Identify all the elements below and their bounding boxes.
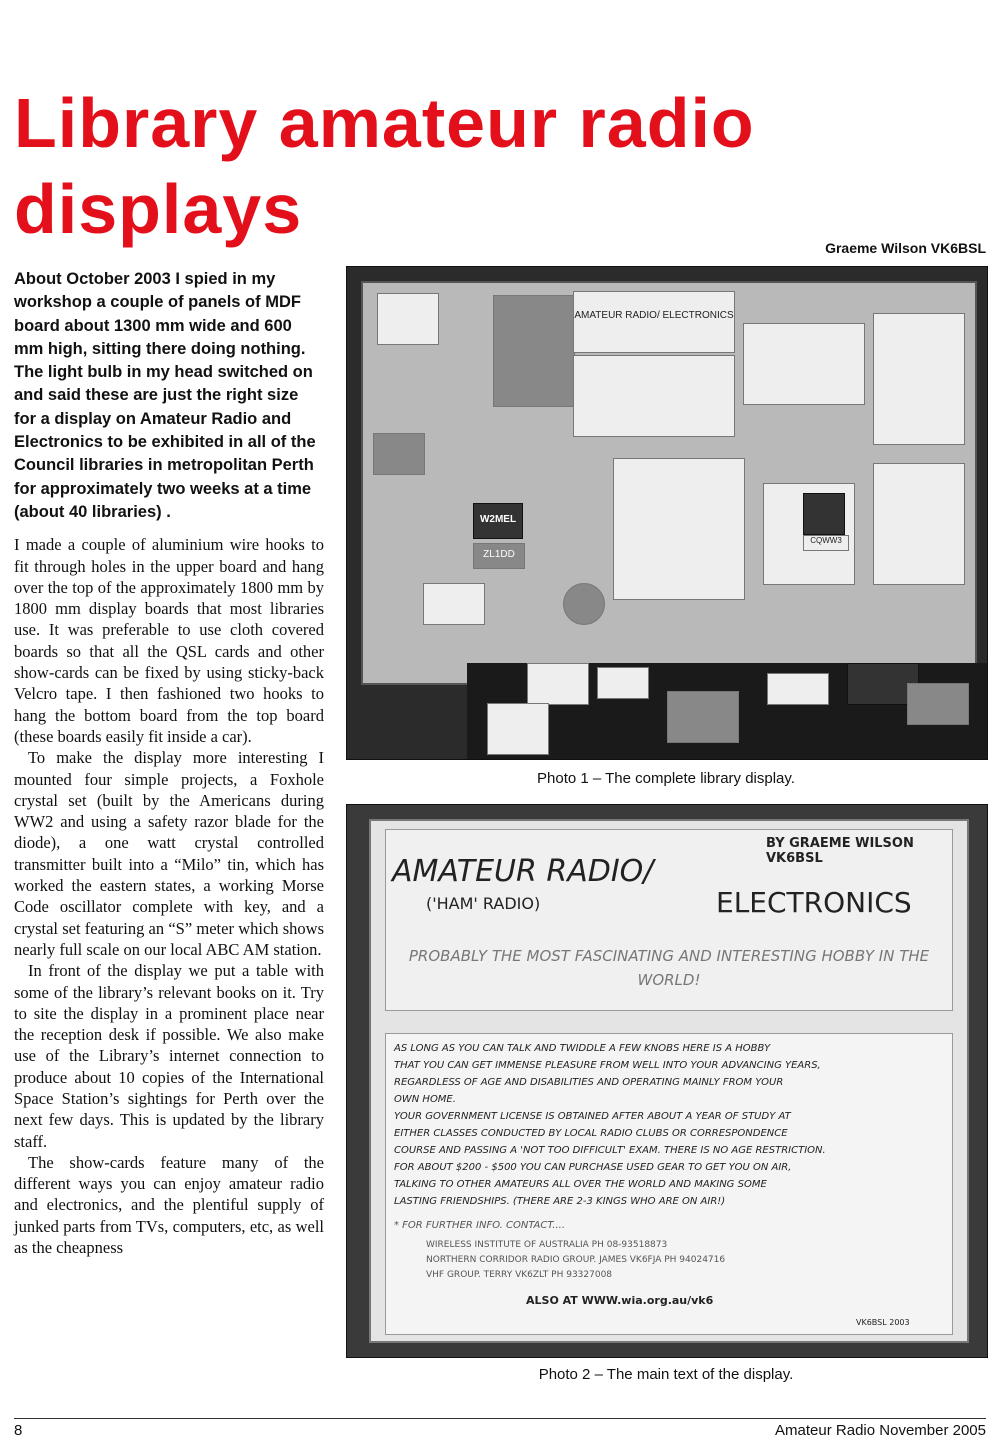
article-title: Library amateur radio displays (14, 84, 755, 248)
page-number: 8 (14, 1422, 23, 1439)
sign-heading-sub: ('HAM' RADIO) (426, 894, 541, 913)
body-paragraph-1: I made a couple of aluminium wire hooks to fit through holes in the upper board and hang over the top of the approximately 1800 mm by 1800 mm display boards that most libraries use. It was preferable to use cloth covered boards so that all the QSL cards and other show-cards can be fixed by using sticky-back Velcro tape. I then fashioned two hooks to hang the bottom board from the top board (these boards easily fit inside a car). (14, 535, 324, 746)
sign-contact-line: WIRELESS INSTITUTE OF AUSTRALIA PH 08-93518873 (426, 1240, 668, 1250)
sign-body-line: LASTING FRIENDSHIPS. (THERE ARE 2-3 KINGS WHO ARE ON AIR!) (394, 1196, 726, 1207)
sign-body-line: OWN HOME. (394, 1094, 456, 1105)
sign-heading-left: AMATEUR RADIO/ (392, 854, 654, 889)
footer-divider (14, 1418, 986, 1419)
qsl-card-w2mel: W2MEL (479, 514, 517, 525)
magazine-issue: Amateur Radio November 2005 (775, 1422, 986, 1439)
intro-paragraph: About October 2003 I spied in my workshop a couple of panels of MDF board about 1300 mm wide and 600 mm high, sitting there doing nothing. The light bulb in my head switched on and said these are just the right size for a display on Amateur Radio and Electronics to be exhibited in all of the Council libraries in metropolitan Perth for approximately two weeks at a time (about 40 libraries) . (14, 270, 316, 521)
sign-body-line: AS LONG AS YOU CAN TALK AND TWIDDLE A FEW KNOBS HERE IS A HOBBY (394, 1043, 771, 1054)
sign-contact-line: NORTHERN CORRIDOR RADIO GROUP. JAMES VK6FJA PH 94024716 (426, 1255, 726, 1265)
small-card-label: CQWW3 (810, 536, 842, 545)
book-table (467, 663, 987, 760)
sign-body-text (394, 1040, 944, 1210)
sign-signature: VK6BSL 2003 (856, 1318, 910, 1327)
photo-display-text (346, 804, 988, 1358)
qsl-card-zl1dd: ZL1DD (483, 549, 515, 560)
sign-web-address: ALSO AT WWW.wia.org.au/vk6 (526, 1294, 714, 1307)
photo2-caption: Photo 2 – The main text of the display. (538, 1366, 794, 1383)
sign-body-line: FOR ABOUT $200 - $500 YOU CAN PURCHASE USED GEAR TO GET YOU ON AIR, (394, 1162, 792, 1173)
article-text-column (14, 268, 324, 1258)
body-paragraph-4: The show-cards feature many of the different ways you can enjoy amateur radio and electronics, and the plentiful supply of junked parts from TVs, computers, etc, as well as the cheapness (14, 1152, 324, 1258)
photo-library-display (346, 266, 988, 760)
sign-byline: BY GRAEME WILSON VK6BSL (766, 836, 914, 866)
sign-header (385, 829, 953, 1011)
sign-body-line: REGARDLESS OF AGE AND DISABILITIES AND OPERATING MAINLY FROM YOUR (394, 1077, 784, 1088)
sign-body-line: EITHER CLASSES CONDUCTED BY LOCAL RADIO CLUBS OR CORRESPONDENCE (394, 1128, 788, 1139)
sign-body (385, 1033, 953, 1335)
sign-body-line: YOUR GOVERNMENT LICENSE IS OBTAINED AFTER ABOUT A YEAR OF STUDY AT (394, 1111, 791, 1122)
sign-contact-line: VHF GROUP. TERRY VK6ZLT PH 93327008 (426, 1270, 613, 1280)
header-card-label: AMATEUR RADIO/ ELECTRONICS (574, 310, 734, 321)
author-byline: Graeme Wilson VK6BSL (825, 240, 986, 256)
body-paragraph-3: In front of the display we put a table with some of the library’s relevant books on it. Try to site the display in a prominent place near the reception desk if possible. We also make use of the Library’s internet connection to produce about 10 copies of the International Space Station’s sightings for Perth over the next few days. This is updated by the library staff. (14, 961, 324, 1151)
sign-body-line: THAT YOU CAN GET IMMENSE PLEASURE FROM WELL INTO YOUR ADVANCING YEARS, (394, 1060, 821, 1071)
sign-tagline: PROBABLY THE MOST FASCINATING AND INTERESTING HOBBY IN THE WORLD! (408, 947, 930, 989)
body-paragraph-2: To make the display more interesting I mounted four simple projects, a Foxhole crystal set (built by the Americans during WW2 and using a safety razor blade for the diode), a one watt crystal controlled transmitter built into a “Milo” tin, which has worked the eastern states, a working Morse Code oscillator complete with key, and a crystal set featuring an “S” meter which shows nearly full scale on our local ABC AM station. (14, 748, 324, 959)
sign-heading-right: ELECTRONICS (716, 886, 912, 919)
photo1-caption: Photo 1 – The complete library display. (537, 770, 795, 787)
sign-contact-heading: * FOR FURTHER INFO. CONTACT.... (394, 1220, 566, 1231)
display-board (361, 281, 977, 685)
sign-contact-list (426, 1238, 926, 1283)
sign-body-line: COURSE AND PASSING A 'NOT TOO DIFFICULT' EXAM. THERE IS NO AGE RESTRICTION. (394, 1145, 826, 1156)
display-sign (369, 819, 969, 1343)
sign-body-line: TALKING TO OTHER AMATEURS ALL OVER THE WORLD AND MAKING SOME (394, 1179, 767, 1190)
